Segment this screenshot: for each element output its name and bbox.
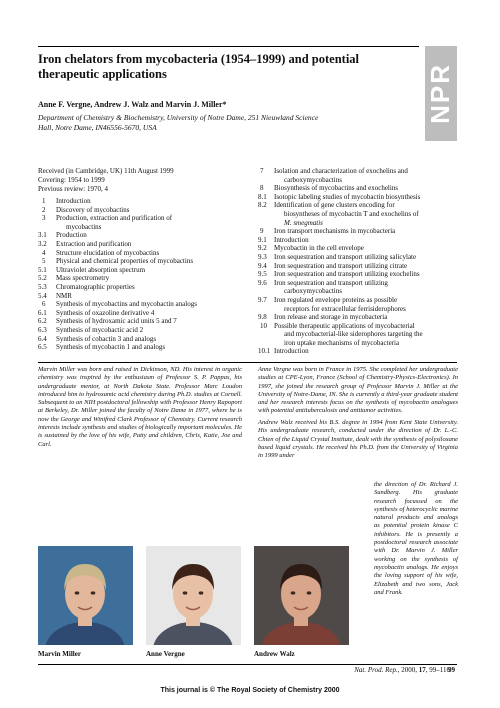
affiliation bbox=[38, 113, 418, 133]
contents-entry-label: M. smegmatis bbox=[284, 218, 323, 227]
contents-entry-number: 8.2 bbox=[258, 201, 267, 210]
contents-entry-number: 8 bbox=[260, 184, 264, 193]
copyright-line: This journal is © The Royal Society of Chemistry 2000 bbox=[160, 687, 340, 694]
contents-entry-label: Iron regulated envelope proteins as possible bbox=[274, 295, 398, 304]
contents-entry bbox=[258, 339, 458, 348]
contents-entry bbox=[38, 283, 243, 292]
contents-entry-label: Isotopic labeling studies of mycobactin biosynthesis bbox=[274, 192, 421, 201]
citation-year: , 2000, bbox=[397, 666, 419, 674]
contents-entry-label: Production, extraction and purification of bbox=[56, 214, 173, 223]
contents-entry-number: 3.1 bbox=[38, 231, 47, 240]
contents-entry-number: 5.1 bbox=[38, 265, 47, 274]
portrait-illustration bbox=[146, 546, 241, 645]
journal-name: Nat. Prod. Rep. bbox=[354, 666, 398, 674]
contents-entry-label: Discovery of mycobactins bbox=[56, 205, 130, 214]
contents-entry-number: 6.1 bbox=[38, 308, 47, 317]
contents-entry-label: and mycobacterial-like siderophores targeting the bbox=[284, 330, 423, 339]
contents-entry bbox=[258, 330, 458, 339]
contents-entry-label: mycobactins bbox=[66, 222, 102, 231]
contents-entry-label: biosyntheses of mycobactin T and exochelins of bbox=[284, 209, 419, 218]
contents-entry-number: 6 bbox=[42, 300, 46, 309]
contents-entry bbox=[38, 292, 243, 301]
contents-entry-number: 9.2 bbox=[258, 244, 267, 253]
contents-entry bbox=[38, 266, 243, 275]
contents-entry-label: NMR bbox=[56, 291, 72, 300]
contents-entry-number: 6.2 bbox=[38, 317, 47, 326]
contents-entry-number: 9.7 bbox=[258, 295, 267, 304]
contents-entry bbox=[258, 296, 458, 305]
contents-entry-number: 5.3 bbox=[38, 282, 47, 291]
contents-entry-number: 5.2 bbox=[38, 274, 47, 283]
contents-entry-label: Introduction bbox=[56, 197, 91, 205]
contents-entry bbox=[38, 335, 243, 344]
contents-entry bbox=[258, 253, 458, 262]
contents-entry-label: Synthesis of mycobactin 1 and analogs bbox=[56, 343, 166, 352]
contents-entry-number bbox=[258, 176, 274, 185]
citation-pages: , 99–116 bbox=[425, 666, 450, 674]
journal-badge-text: NPR bbox=[424, 63, 455, 124]
contents-entry-label: Identification of gene clusters encoding for bbox=[274, 201, 395, 210]
contents-entry-number: 5 bbox=[42, 257, 46, 266]
contents-entry-number bbox=[258, 219, 274, 228]
contents-entry-label: Iron sequestration and transport utilizing exochelins bbox=[274, 270, 420, 279]
bio-andrew-walz-part1: Andrew Walz received his B.S. degree in 1994 from Kent State University. His undergraduate research, conducted under the direction of Dr. L.-C. Chien of the Liquid Crystal Institute, dealt with the synthesis of polysiloxane based liquid crystals. He received his Ph.D. from the University of Virginia in 1999 under bbox=[258, 419, 458, 460]
contents-entry bbox=[38, 317, 243, 326]
contents-entry bbox=[38, 300, 243, 309]
contents-entry-number bbox=[258, 287, 274, 296]
photo-block-walz bbox=[254, 546, 349, 658]
contents-entry bbox=[38, 197, 243, 206]
contents-entry-number: 9 bbox=[260, 227, 264, 236]
contents-entry bbox=[258, 322, 458, 331]
contents-entry-number bbox=[38, 223, 56, 232]
contents-entry-number: 6.3 bbox=[38, 325, 47, 334]
contents-entry-label: Introduction bbox=[274, 235, 309, 244]
coverage: Covering: 1954 to 1999 bbox=[38, 176, 105, 184]
contents-entry-label: Biosynthesis of mycobactins and exochelins bbox=[274, 184, 399, 193]
received-date: Received (in Cambridge, UK) 11th August 1999 bbox=[38, 167, 174, 175]
contents-entry-label: Iron release and storage in mycobacteria bbox=[274, 313, 388, 322]
contents-entry bbox=[258, 305, 458, 314]
contents-entry-label: receptors for extracellular ferrisiderophores bbox=[284, 304, 406, 313]
footer-rule bbox=[38, 664, 457, 665]
contents-entry bbox=[258, 167, 458, 176]
contents-entry-label: Isolation and characterization of exochelins and bbox=[274, 167, 408, 175]
contents-entry-label: Synthesis of oxazoline derivative 4 bbox=[56, 308, 155, 317]
photo-block-vergne bbox=[146, 546, 241, 658]
contents-entry bbox=[38, 309, 243, 318]
contents-entry-number bbox=[258, 305, 274, 314]
contents-entry bbox=[258, 236, 458, 245]
contents-entry-number: 9.4 bbox=[258, 261, 267, 270]
contents-entry bbox=[38, 257, 243, 266]
contents-entry-number: 10.1 bbox=[258, 347, 271, 356]
photo-caption: Andrew Walz bbox=[254, 650, 295, 658]
contents-entry-label: Synthesis of hydroxamic acid units 5 and 7 bbox=[56, 317, 177, 326]
photo-block-miller bbox=[38, 546, 133, 658]
contents-entry-label: Synthesis of mycobactic acid 2 bbox=[56, 325, 144, 334]
contents-entry-number bbox=[258, 339, 274, 348]
contents-entry-label: iron uptake mechanisms of mycobacteria bbox=[284, 338, 400, 347]
contents-entry-number: 5.4 bbox=[38, 291, 47, 300]
contents-entry-number: 1 bbox=[42, 197, 46, 205]
contents-list-left bbox=[38, 197, 243, 352]
contents-entry bbox=[258, 201, 458, 210]
contents-entry-number: 9.8 bbox=[258, 313, 267, 322]
contents-list-right bbox=[258, 167, 458, 356]
contents-entry bbox=[258, 210, 458, 219]
portrait-photo bbox=[38, 546, 133, 645]
contents-entry-number: 3 bbox=[42, 214, 46, 223]
contents-entry bbox=[258, 193, 458, 202]
contents-entry bbox=[38, 214, 243, 223]
contents-entry-number: 6.5 bbox=[38, 343, 47, 352]
contents-entry-number: 9.6 bbox=[258, 278, 267, 287]
affiliation-line: Hall, Notre Dame, IN46556-5670, USA bbox=[38, 123, 157, 132]
contents-entry bbox=[258, 287, 458, 296]
contents-entry bbox=[258, 227, 458, 236]
portrait-illustration bbox=[38, 546, 133, 645]
contents-entry bbox=[38, 343, 243, 352]
contents-entry-number: 4 bbox=[42, 248, 46, 257]
contents-entry bbox=[38, 240, 243, 249]
contents-entry bbox=[258, 184, 458, 193]
page-number: 99 bbox=[448, 666, 455, 674]
contents-entry-number: 6.4 bbox=[38, 334, 47, 343]
contents-entry-label: Chromatographic properties bbox=[56, 282, 135, 291]
contents-entry bbox=[258, 219, 458, 228]
contents-entry-number: 8.1 bbox=[258, 192, 267, 201]
contents-entry-label: Structure elucidation of mycobactins bbox=[56, 248, 160, 257]
contents-entry bbox=[258, 347, 458, 356]
contents-entry-label: Production bbox=[56, 231, 87, 240]
portrait-photo bbox=[146, 546, 241, 645]
contents-entry-number: 7 bbox=[260, 167, 264, 175]
contents-entry-number bbox=[258, 210, 274, 219]
received-info bbox=[38, 167, 238, 194]
affiliation-line: Department of Chemistry & Biochemistry, University of Notre Dame, 251 Nieuwland Science bbox=[38, 113, 319, 122]
photo-caption: Anne Vergne bbox=[146, 650, 185, 658]
bio-anne-vergne: Anne Vergne was born in France in 1975. She completed her undergraduate studies at CPE-Lyon, France (School of Chemistry-Physics-Electronics). In 1997, she joined the research group of Professor Marvin J. Miller at the University of Notre-Dame, IN. She is currently a third-year graduate student and her research interests focus on the synthesis of mycobactin analogues with potential antituberculosis and antitumor activities. bbox=[258, 366, 458, 415]
contents-entry bbox=[38, 231, 243, 240]
journal-citation bbox=[300, 666, 450, 674]
contents-entry bbox=[258, 176, 458, 185]
contents-entry-label: Synthesis of mycobactins and mycobactin analogs bbox=[56, 300, 197, 309]
contents-entry bbox=[38, 223, 243, 232]
contents-entry bbox=[38, 206, 243, 215]
contents-entry bbox=[258, 262, 458, 271]
contents-entry-label: Ultraviolet absorption spectrum bbox=[56, 265, 146, 274]
bio-andrew-walz-part2: the direction of Dr. Richard J. Sundberg. His graduate research focussed on the synthesis of heterocyclic marine natural products and analogs as potential protein kinase C inhibitors. He is presently a postdoctoral research associate with Dr. Marvin J. Miller working on the synthesis of mycobactin analogs. He enjoys the loving support of his wife, Elizabeth and two sons, Jack and Frank. bbox=[374, 481, 458, 596]
section-rule bbox=[38, 362, 457, 363]
contents-entry-label: Iron transport mechanisms in mycobacteria bbox=[274, 227, 396, 236]
top-rule bbox=[38, 46, 419, 47]
contents-entry bbox=[38, 249, 243, 258]
contents-entry-label: Iron sequestration and transport utilizing bbox=[274, 278, 388, 287]
contents-entry bbox=[258, 270, 458, 279]
citation-volume: 17 bbox=[418, 666, 426, 674]
contents-entry-label: Iron sequestration and transport utilizing salicylate bbox=[274, 252, 417, 261]
photo-caption: Marvin Miller bbox=[38, 650, 81, 658]
portrait-photo bbox=[254, 546, 349, 645]
contents-entry-number: 2 bbox=[42, 205, 46, 214]
previous-review: Previous review: 1970, 4 bbox=[38, 185, 108, 193]
contents-entry-number: 9.1 bbox=[258, 235, 267, 244]
contents-entry-label: Synthesis of cobactin 3 and analogs bbox=[56, 334, 157, 343]
contents-entry-number: 3.2 bbox=[38, 239, 47, 248]
journal-badge bbox=[423, 46, 457, 141]
contents-entry-label: Extraction and purification bbox=[56, 239, 132, 248]
contents-entry-label: carboxymycobactins bbox=[284, 287, 342, 296]
contents-entry bbox=[38, 274, 243, 283]
contents-entry bbox=[258, 279, 458, 288]
portrait-illustration bbox=[254, 546, 349, 645]
contents-entry bbox=[38, 326, 243, 335]
bio-marvin-miller: Marvin Miller was born and raised in Dickinson, ND. His interest in organic chemistry was inspired by the enthusiasm of Professor S. P. Pappas, his undergraduate mentor, at North Dakota State. Professor Marc Loudon introduced him to hydroxamic acid chemistry during Ph.D. studies at Cornell. Subsequent to an NIH postdoctoral fellowship with Professor Henry Rapoport at Berkeley, Dr. Miller joined the faculty of Notre Dame in 1977, where he is now the George and Winifred Clark Professor of Chemistry. Current research interests include synthesis and studies of biologically important molecules. He is sustained by the love of his wife, Patty and children, Chris, Katie, Joe and Carl. bbox=[38, 366, 242, 448]
contents-entry bbox=[258, 244, 458, 253]
contents-entry-label: carboxymycobactins bbox=[284, 175, 342, 184]
contents-entry-number: 9.3 bbox=[258, 252, 267, 261]
contents-entry-label: Mass spectrometry bbox=[56, 274, 110, 283]
contents-entry-number: 9.5 bbox=[258, 270, 267, 279]
contents-entry-label: Possible therapeutic applications of mycobacterial bbox=[274, 321, 415, 330]
author-list: Anne F. Vergne, Andrew J. Walz and Marvin J. Miller* bbox=[38, 100, 227, 109]
contents-entry-number bbox=[258, 330, 274, 339]
contents-entry-label: Introduction bbox=[274, 347, 309, 356]
article-title: Iron chelators from mycobacteria (1954–1999) and potential therapeutic applications bbox=[38, 52, 360, 81]
contents-entry-label: Iron sequestration and transport utilizing citrate bbox=[274, 261, 408, 270]
contents-entry-label: Physical and chemical properties of mycobactins bbox=[56, 257, 194, 266]
contents-entry-number: 10 bbox=[260, 321, 267, 330]
contents-entry-label: Mycobactin in the cell envelope bbox=[274, 244, 364, 253]
contents-entry bbox=[258, 313, 458, 322]
